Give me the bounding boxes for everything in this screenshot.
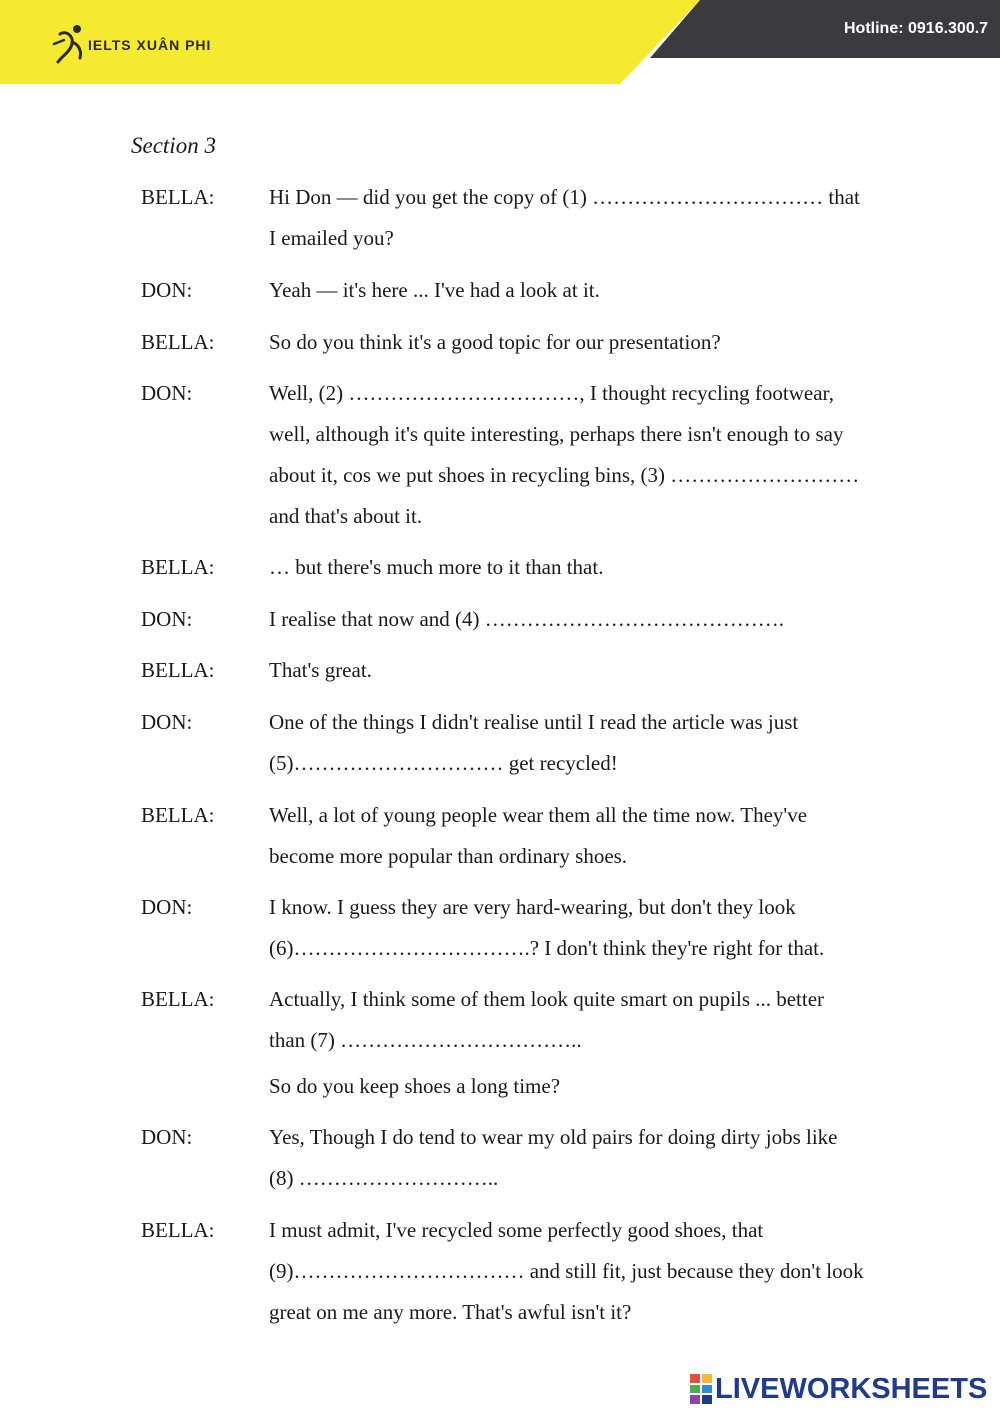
liveworksheets-text: LIVEWORKSHEETS — [715, 1373, 988, 1405]
blocks-icon — [690, 1374, 712, 1404]
line-text: … but there's much more to it than that. — [269, 555, 604, 579]
line-text: That's great. — [269, 658, 372, 682]
line-text: Well, a lot of young people wear them all the time now. They've become more popular than ordinary shoes. — [269, 803, 808, 868]
line-text: So do you keep shoes a long time? — [269, 1074, 561, 1098]
line-text: I must admit, I've recycled some perfectly good shoes, that (9)…………………………… and still fit, just because they don't look great on me any more. That's awful isn't it? — [269, 1218, 864, 1324]
line-text: So do you think it's a good topic for our presentation? — [269, 330, 721, 354]
line-text: I know. I guess they are very hard-wearing, but don't they look (6)…………………………….? I don't think they're right for that. — [269, 895, 825, 960]
liveworksheets-logo — [690, 1372, 987, 1406]
line-text: Yes, Though I do tend to wear my old pairs for doing dirty jobs like (8) ……………………….. — [269, 1125, 838, 1190]
brand-logo — [52, 22, 211, 66]
line-text: One of the things I didn't realise until I read the article was just (5)………………………… get recycled! — [269, 710, 799, 775]
speaker-label: BELLA: — [141, 803, 215, 827]
speaker-label: BELLA: — [141, 658, 215, 682]
line-text: Yeah — it's here ... I've had a look at it. — [269, 278, 600, 302]
speaker-label: BELLA: — [141, 185, 215, 209]
speaker-label: DON: — [141, 607, 193, 631]
line-text: Hi Don — did you get the copy of (1) …………………………… that I emailed you? — [269, 185, 860, 250]
speaker-label: BELLA: — [141, 330, 215, 354]
runner-logo-icon — [52, 22, 92, 66]
speaker-label: BELLA: — [141, 1218, 215, 1242]
line-text: Actually, I think some of them look quite smart on pupils ... better than (7) …………………………….. — [269, 987, 825, 1052]
speaker-label: DON: — [141, 278, 193, 302]
speaker-label: DON: — [141, 1125, 193, 1149]
page-header — [0, 0, 1000, 84]
line-text: Well, (2) ……………………………, I thought recycling footwear, well, although it's quite interesting, perhaps there isn't enough to say about it, cos we put shoes in recycling bins, (3) ……………………… and that's about it. — [269, 381, 860, 528]
speaker-label: BELLA: — [141, 555, 215, 579]
line-text: I realise that now and (4) ……………………………………. — [269, 607, 785, 631]
speaker-label: BELLA: — [141, 987, 215, 1011]
speaker-label: DON: — [141, 381, 193, 405]
section-title: Section 3 — [131, 133, 216, 158]
hotline-text: Hotline: 0916.300.7 — [844, 20, 989, 37]
brand-name: IELTS XUÂN PHI — [88, 37, 212, 53]
speaker-label: DON: — [141, 895, 193, 919]
speaker-label: DON: — [141, 710, 193, 734]
